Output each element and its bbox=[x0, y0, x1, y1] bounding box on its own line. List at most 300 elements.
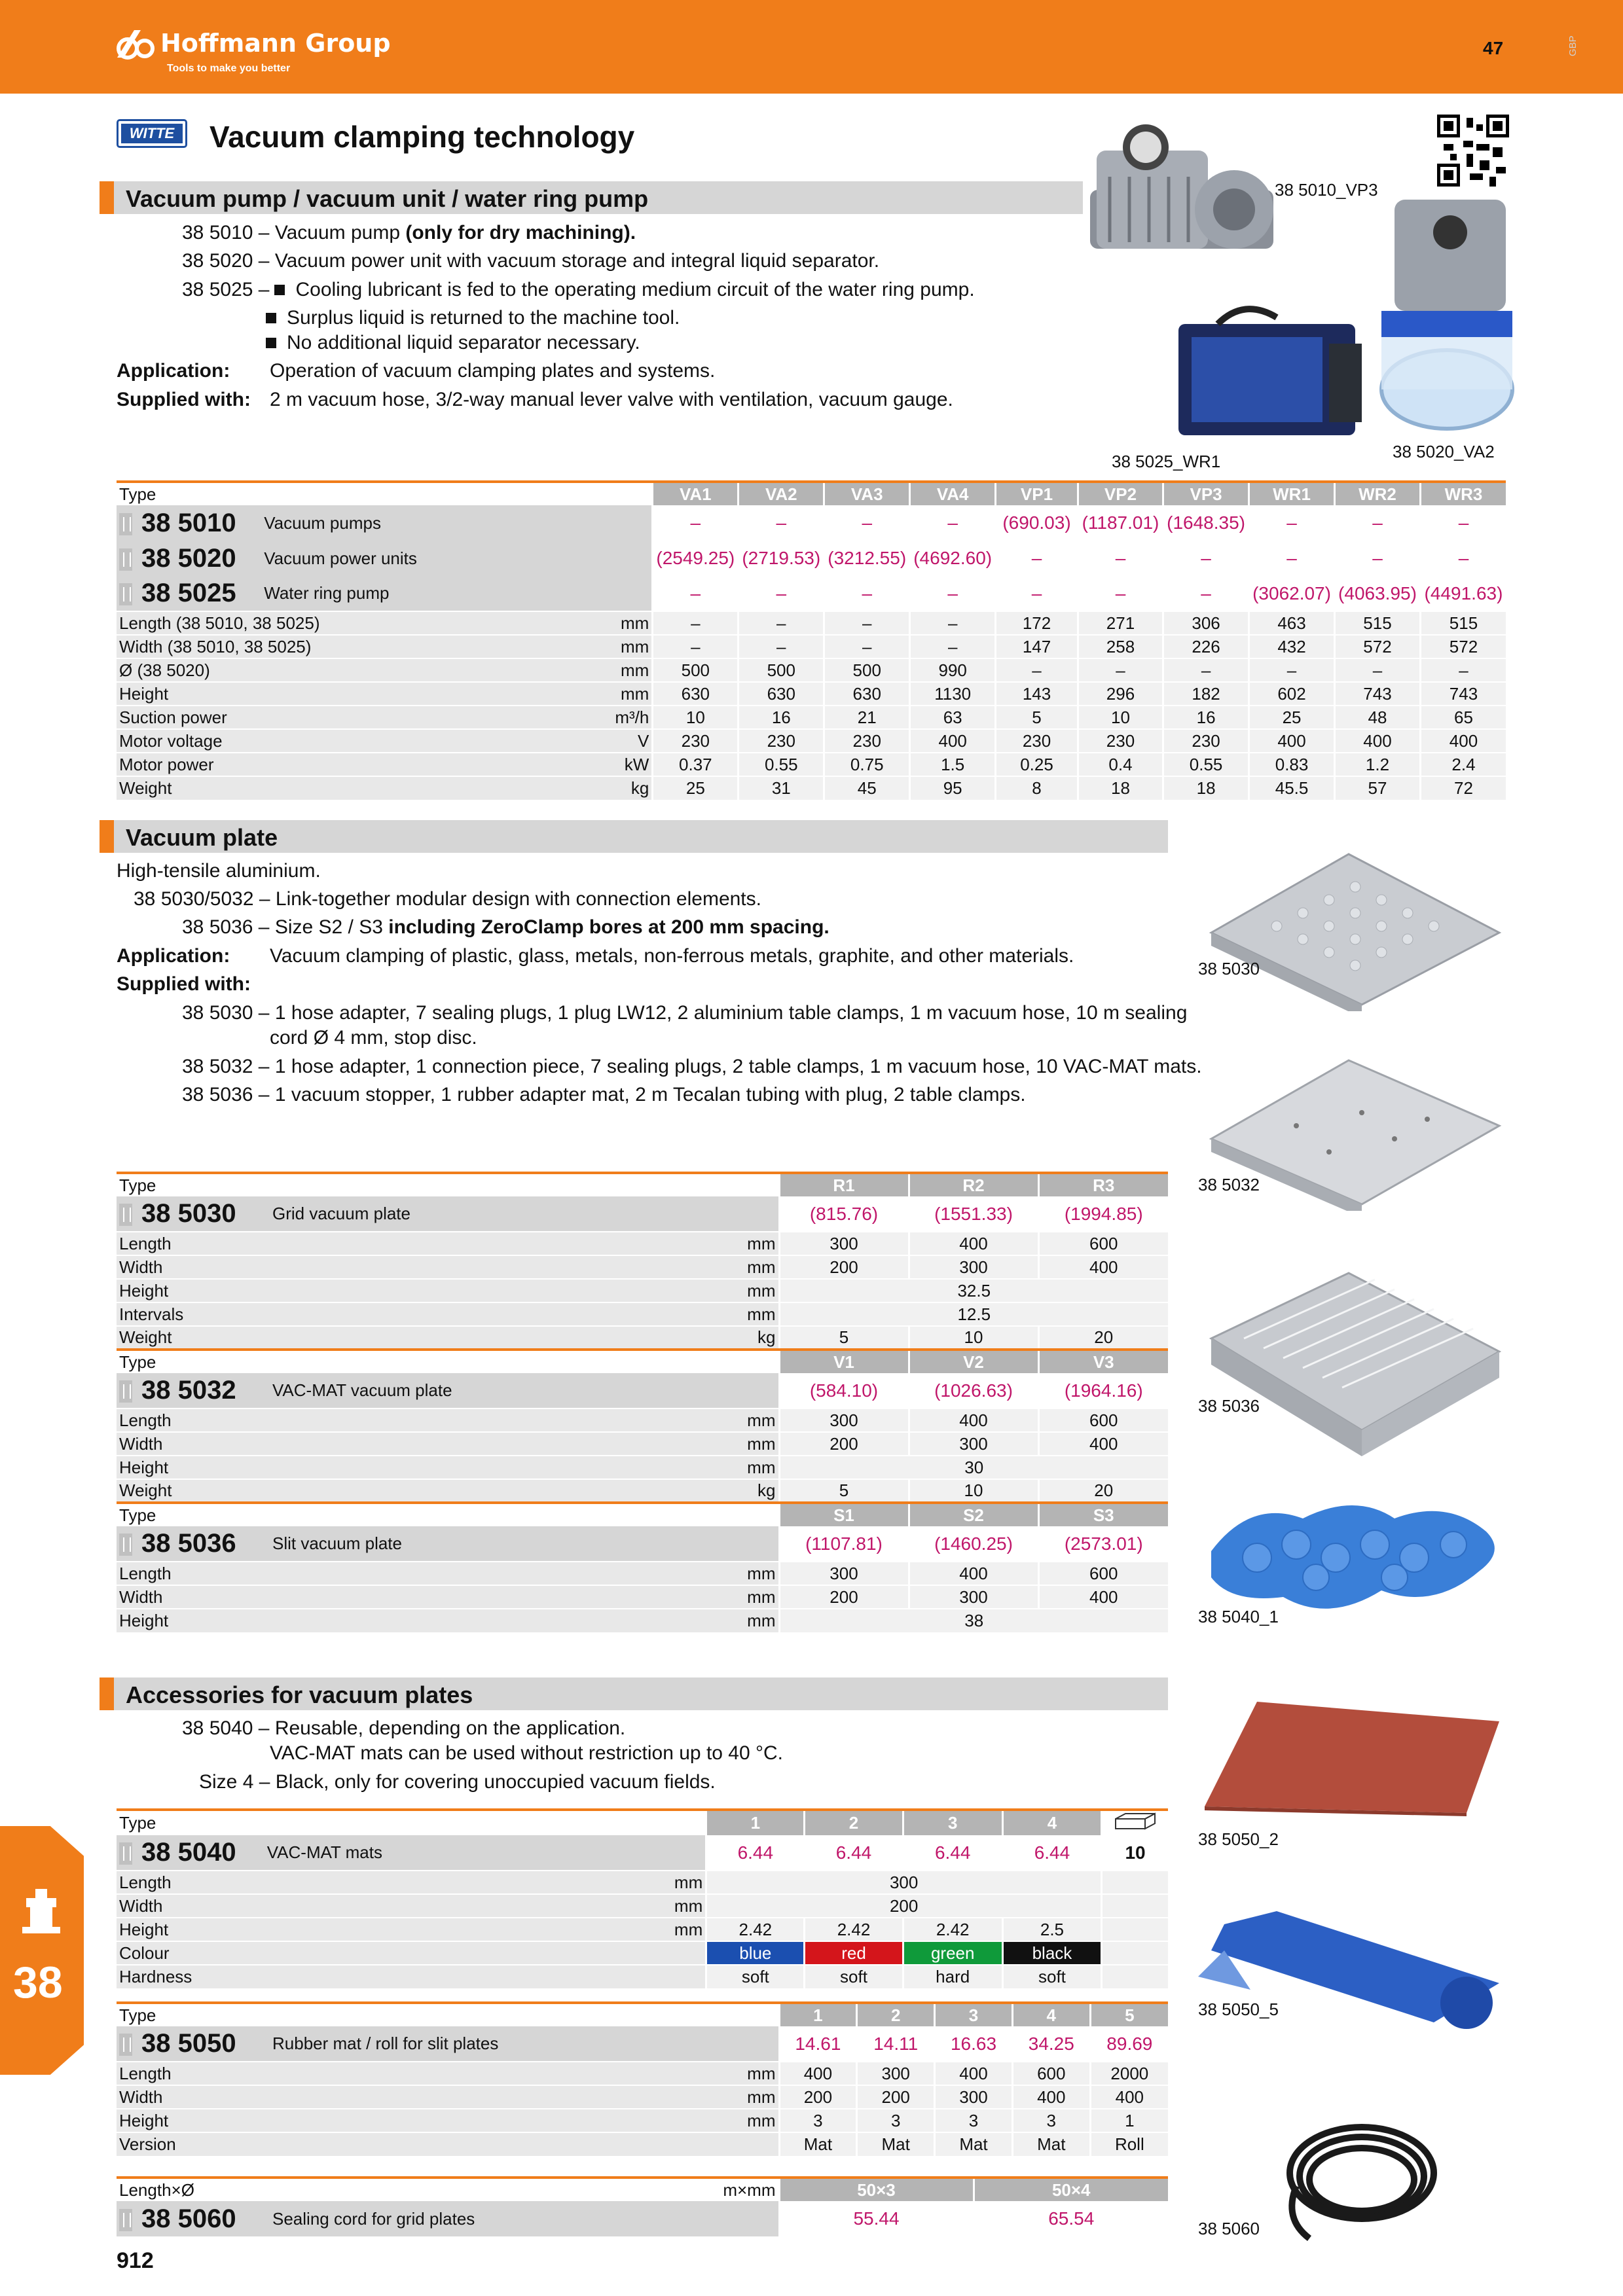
row-label: Height bbox=[117, 1918, 591, 1941]
value-cell: Mat bbox=[1012, 2132, 1090, 2156]
section-bar-accessories bbox=[100, 1677, 1168, 1710]
vacuum-clamp-icon bbox=[20, 1885, 63, 1937]
value-cell: Mat bbox=[857, 2132, 935, 2156]
value-cell: 5 bbox=[779, 1326, 909, 1350]
article-icon bbox=[119, 1534, 132, 1556]
supplied-line: Supplied with: bbox=[117, 973, 251, 995]
type-column-header: WR2 bbox=[1335, 482, 1421, 505]
price-cell: – bbox=[1420, 541, 1506, 576]
price-cell: 6.44 bbox=[805, 1835, 903, 1871]
value-cell: 743 bbox=[1335, 682, 1421, 706]
value-cell: 0.55 bbox=[1163, 753, 1249, 776]
value-cell: 10 bbox=[909, 1479, 1038, 1503]
pumps-table bbox=[117, 480, 1506, 800]
vacuum-plate-table bbox=[117, 1172, 1168, 1632]
value-cell: 0.55 bbox=[739, 753, 824, 776]
value-cell: 20 bbox=[1038, 1479, 1168, 1503]
blank-cell bbox=[1102, 1918, 1168, 1941]
price-cell: – bbox=[1163, 576, 1249, 611]
row-label: Version bbox=[117, 2132, 651, 2156]
desc-line: 38 5025 – Cooling lubricant is fed to the operating medium circuit of the water ring pump. bbox=[182, 279, 975, 300]
value-cell: 572 bbox=[1420, 635, 1506, 658]
image-caption: 38 5025_WR1 bbox=[1112, 452, 1221, 471]
value-cell: – bbox=[653, 611, 739, 635]
row-unit: kg bbox=[651, 1479, 779, 1503]
row-unit bbox=[591, 1941, 706, 1965]
price-cell: – bbox=[653, 505, 739, 541]
article-icon bbox=[119, 583, 132, 605]
table-row bbox=[117, 682, 1506, 706]
merged-value: 200 bbox=[706, 1894, 1102, 1918]
price-cell: (4692.60) bbox=[910, 541, 996, 576]
vacuum-pump-image bbox=[1084, 111, 1280, 265]
product-code bbox=[117, 576, 261, 611]
row-unit: m³/h bbox=[551, 706, 652, 729]
price-cell: – bbox=[1163, 541, 1249, 576]
type-column-header: VP3 bbox=[1163, 482, 1249, 505]
value-cell: 18 bbox=[1163, 776, 1249, 800]
price-cell: – bbox=[996, 541, 1078, 576]
row-unit: mm bbox=[651, 1255, 779, 1279]
table-row bbox=[117, 729, 1506, 753]
row-label: Length bbox=[117, 1871, 591, 1894]
value-cell: 3 bbox=[857, 2109, 935, 2132]
value-cell: 45 bbox=[824, 776, 910, 800]
product-row[interactable] bbox=[117, 1196, 1168, 1232]
price-cell: (4491.63) bbox=[1420, 576, 1506, 611]
row-label: Ø (38 5020) bbox=[117, 658, 551, 682]
image-caption: 38 5060 bbox=[1198, 2219, 1260, 2238]
row-label: Width bbox=[117, 1255, 651, 1279]
value-cell: 200 bbox=[779, 1432, 909, 1456]
supplied-item-cont: cord Ø 4 mm, stop disc. bbox=[270, 1027, 477, 1049]
article-icon bbox=[119, 513, 132, 535]
product-code-text: 38 5036 bbox=[141, 1529, 236, 1558]
value-cell: soft bbox=[706, 1965, 805, 1988]
table-row bbox=[117, 1871, 1168, 1894]
type-label: Length×Ø bbox=[117, 2178, 651, 2201]
value-cell: 2.42 bbox=[903, 1918, 1002, 1941]
value-cell: 10 bbox=[653, 706, 739, 729]
type-label: Type bbox=[117, 2003, 651, 2026]
value-cell: 400 bbox=[1249, 729, 1335, 753]
value-cell: 515 bbox=[1335, 611, 1421, 635]
row-unit: mm bbox=[651, 1562, 779, 1585]
row-unit: mm bbox=[551, 611, 652, 635]
value-cell: 25 bbox=[653, 776, 739, 800]
value-cell: 400 bbox=[909, 1562, 1038, 1585]
price-cell: 14.11 bbox=[857, 2026, 935, 2062]
value-cell: hard bbox=[903, 1965, 1002, 1988]
table-row bbox=[117, 706, 1506, 729]
row-label: Width bbox=[117, 1585, 651, 1609]
value-cell: 31 bbox=[739, 776, 824, 800]
value-cell: 1130 bbox=[910, 682, 996, 706]
value-cell: 400 bbox=[1012, 2085, 1090, 2109]
row-label: Motor voltage bbox=[117, 729, 551, 753]
type-column-header: R1 bbox=[779, 1173, 909, 1196]
water-ring-pump-image bbox=[1165, 298, 1368, 452]
product-row[interactable] bbox=[117, 1835, 1168, 1871]
price-cell: – bbox=[1078, 541, 1163, 576]
price-cell: – bbox=[1420, 505, 1506, 541]
value-cell: 400 bbox=[909, 1232, 1038, 1255]
row-label: Weight bbox=[117, 776, 551, 800]
value-cell: 0.37 bbox=[653, 753, 739, 776]
merged-value: 38 bbox=[779, 1609, 1168, 1632]
value-cell: – bbox=[910, 611, 996, 635]
value-cell: 230 bbox=[653, 729, 739, 753]
price-cell: 89.69 bbox=[1090, 2026, 1168, 2062]
product-row[interactable] bbox=[117, 2201, 1168, 2236]
image-caption: 38 5020_VA2 bbox=[1393, 442, 1495, 461]
brand-tagline: Tools to make you better bbox=[167, 63, 291, 74]
row-label: Height bbox=[117, 682, 551, 706]
table-row bbox=[117, 2062, 1168, 2085]
table-row bbox=[117, 2085, 1168, 2109]
qr-code-icon[interactable] bbox=[1437, 115, 1509, 187]
product-name: VAC-MAT vacuum plate bbox=[270, 1373, 779, 1408]
supplied-item: 38 5032 – 1 hose adapter, 1 connection piece, 7 sealing plugs, 2 table clamps, 1 m vacuum hose, 10 VAC-MAT mats. bbox=[182, 1056, 1202, 1077]
row-label: Height bbox=[117, 1456, 651, 1479]
price-cell: – bbox=[1335, 505, 1421, 541]
value-cell: 400 bbox=[935, 2062, 1013, 2085]
value-cell: 230 bbox=[739, 729, 824, 753]
image-caption: 38 5032 bbox=[1198, 1175, 1260, 1194]
price-cell: – bbox=[739, 505, 824, 541]
colour-cell: red bbox=[805, 1941, 903, 1965]
image-caption: 38 5040_1 bbox=[1198, 1607, 1279, 1626]
price-cell: (1187.01) bbox=[1078, 505, 1163, 541]
table-row bbox=[117, 1302, 1168, 1326]
type-column-header: VP2 bbox=[1078, 482, 1163, 505]
value-cell: 200 bbox=[779, 1585, 909, 1609]
product-row[interactable] bbox=[117, 505, 1506, 541]
value-cell: 572 bbox=[1335, 635, 1421, 658]
value-cell: – bbox=[1420, 658, 1506, 682]
merged-value: 300 bbox=[706, 1871, 1102, 1894]
row-unit: mm bbox=[551, 682, 652, 706]
price-cell: – bbox=[824, 576, 910, 611]
row-unit: mm bbox=[651, 1585, 779, 1609]
value-cell: 600 bbox=[1038, 1562, 1168, 1585]
value-cell: 400 bbox=[1038, 1255, 1168, 1279]
type-header-row bbox=[117, 1503, 1168, 1526]
type-header-row bbox=[117, 1350, 1168, 1373]
value-cell: 143 bbox=[996, 682, 1078, 706]
product-row[interactable] bbox=[117, 1373, 1168, 1408]
product-name: VAC-MAT mats bbox=[264, 1835, 706, 1871]
product-code bbox=[117, 2026, 270, 2062]
price-cell: (1648.35) bbox=[1163, 505, 1249, 541]
package-icon bbox=[1112, 1811, 1158, 1831]
section-title: Accessories for vacuum plates bbox=[126, 1681, 473, 1708]
row-unit: mm bbox=[651, 1302, 779, 1326]
price-cell: – bbox=[1078, 576, 1163, 611]
table-row bbox=[117, 2109, 1168, 2132]
rubber-roll-image bbox=[1198, 1911, 1506, 2042]
product-row[interactable] bbox=[117, 2026, 1168, 2062]
article-icon bbox=[119, 2209, 132, 2231]
value-cell: 172 bbox=[996, 611, 1078, 635]
value-cell: 45.5 bbox=[1249, 776, 1335, 800]
type-column-header: 50×3 bbox=[779, 2178, 974, 2201]
value-cell: 743 bbox=[1420, 682, 1506, 706]
value-cell: 20 bbox=[1038, 1326, 1168, 1350]
table-row bbox=[117, 776, 1506, 800]
price-cell: 6.44 bbox=[706, 1835, 805, 1871]
type-column-header: V3 bbox=[1038, 1350, 1168, 1373]
value-cell: 72 bbox=[1420, 776, 1506, 800]
type-column-header: S1 bbox=[779, 1503, 909, 1526]
product-row[interactable] bbox=[117, 576, 1506, 611]
image-caption: 38 5050_5 bbox=[1198, 2000, 1279, 2019]
value-cell: – bbox=[1335, 658, 1421, 682]
row-unit: mm bbox=[551, 658, 652, 682]
value-cell: 10 bbox=[909, 1326, 1038, 1350]
value-cell: soft bbox=[805, 1965, 903, 1988]
price-cell: (584.10) bbox=[779, 1373, 909, 1408]
rubber-mat-image bbox=[1198, 1695, 1506, 1816]
product-code bbox=[117, 2201, 270, 2236]
price-cell: – bbox=[653, 576, 739, 611]
price-cell: (4063.95) bbox=[1335, 576, 1421, 611]
value-cell: 300 bbox=[909, 1432, 1038, 1456]
product-code-text: 38 5040 bbox=[141, 1838, 236, 1867]
product-name: Slit vacuum plate bbox=[270, 1526, 779, 1562]
row-label: Height bbox=[117, 2109, 651, 2132]
value-cell: 306 bbox=[1163, 611, 1249, 635]
price-cell: 65.54 bbox=[974, 2201, 1168, 2236]
price-cell: (1026.63) bbox=[909, 1373, 1038, 1408]
price-cell: – bbox=[996, 576, 1078, 611]
value-cell: 602 bbox=[1249, 682, 1335, 706]
type-column-header: 2 bbox=[857, 2003, 935, 2026]
page-number: 912 bbox=[117, 2248, 154, 2273]
product-code-text: 38 5060 bbox=[141, 2204, 236, 2233]
value-cell: 300 bbox=[857, 2062, 935, 2085]
section-title: Vacuum pump / vacuum unit / water ring pump bbox=[126, 185, 649, 212]
type-header-row bbox=[117, 2178, 1168, 2201]
value-cell: 5 bbox=[996, 706, 1078, 729]
desc-line: 38 5010 – Vacuum pump (only for dry machining). bbox=[182, 222, 636, 243]
value-cell: 200 bbox=[779, 2085, 857, 2109]
row-label: Length bbox=[117, 2062, 651, 2085]
value-cell: 630 bbox=[653, 682, 739, 706]
article-icon bbox=[119, 1842, 132, 1865]
price-cell: (2573.01) bbox=[1038, 1526, 1168, 1562]
product-code-text: 38 5025 bbox=[141, 579, 236, 607]
table-row bbox=[117, 1918, 1168, 1941]
unit-label bbox=[591, 1810, 706, 1835]
row-unit: mm bbox=[591, 1918, 706, 1941]
type-label: Type bbox=[117, 1503, 651, 1526]
article-icon bbox=[119, 2034, 132, 2056]
row-unit: mm bbox=[651, 1456, 779, 1479]
value-cell: 500 bbox=[739, 658, 824, 682]
type-column-header: VA4 bbox=[910, 482, 996, 505]
table-row bbox=[117, 611, 1506, 635]
row-unit bbox=[591, 1965, 706, 1988]
value-cell: 5 bbox=[779, 1479, 909, 1503]
value-cell: 296 bbox=[1078, 682, 1163, 706]
value-cell: – bbox=[739, 611, 824, 635]
desc-line: 38 5036 – Size S2 / S3 including ZeroClamp bores at 200 mm spacing. bbox=[182, 916, 830, 938]
blank-cell bbox=[1102, 1941, 1168, 1965]
article-icon bbox=[119, 1380, 132, 1403]
row-unit: mm bbox=[651, 2062, 779, 2085]
value-cell: 271 bbox=[1078, 611, 1163, 635]
type-column-header: VA3 bbox=[824, 482, 910, 505]
row-unit: V bbox=[551, 729, 652, 753]
value-cell: 400 bbox=[1038, 1585, 1168, 1609]
section-bar-pumps bbox=[100, 181, 1083, 214]
type-column-header: 1 bbox=[706, 1810, 805, 1835]
type-column-header: VA1 bbox=[653, 482, 739, 505]
value-cell: 300 bbox=[935, 2085, 1013, 2109]
value-cell: 230 bbox=[1163, 729, 1249, 753]
table-row bbox=[117, 1279, 1168, 1302]
price-cell: (2719.53) bbox=[739, 541, 824, 576]
value-cell: 2000 bbox=[1090, 2062, 1168, 2085]
row-unit: mm bbox=[651, 1408, 779, 1432]
value-cell: 600 bbox=[1012, 2062, 1090, 2085]
vacuum-power-unit-image bbox=[1368, 193, 1525, 435]
row-label: Height bbox=[117, 1609, 651, 1632]
price-cell: – bbox=[824, 505, 910, 541]
price-cell: (1551.33) bbox=[909, 1196, 1038, 1232]
region-code: GBP bbox=[1567, 35, 1578, 56]
value-cell: Mat bbox=[779, 2132, 857, 2156]
colour-cell: blue bbox=[706, 1941, 805, 1965]
value-cell: – bbox=[1078, 658, 1163, 682]
price-cell: (3062.07) bbox=[1249, 576, 1335, 611]
price-cell: (1460.25) bbox=[909, 1526, 1038, 1562]
value-cell: 2.4 bbox=[1420, 753, 1506, 776]
type-column-header: 5 bbox=[1090, 2003, 1168, 2026]
product-name: Vacuum pumps bbox=[261, 505, 653, 541]
table-row bbox=[117, 1326, 1168, 1350]
value-cell: 990 bbox=[910, 658, 996, 682]
desc-line: Size 4 – Black, only for covering unoccupied vacuum fields. bbox=[199, 1771, 716, 1793]
product-name: Rubber mat / roll for slit plates bbox=[270, 2026, 779, 2062]
table-row bbox=[117, 658, 1506, 682]
value-cell: 65 bbox=[1420, 706, 1506, 729]
value-cell: 300 bbox=[779, 1408, 909, 1432]
price-cell: 6.44 bbox=[1002, 1835, 1101, 1871]
product-name: Grid vacuum plate bbox=[270, 1196, 779, 1232]
table-row bbox=[117, 1609, 1168, 1632]
value-cell: – bbox=[824, 635, 910, 658]
merged-value: 12.5 bbox=[779, 1302, 1168, 1326]
value-cell: 300 bbox=[779, 1562, 909, 1585]
value-cell: 16 bbox=[1163, 706, 1249, 729]
product-code bbox=[117, 1526, 270, 1562]
pack-quantity: 10 bbox=[1102, 1835, 1168, 1871]
image-caption: 38 5010_VP3 bbox=[1275, 180, 1378, 200]
image-caption: 38 5030 bbox=[1198, 959, 1260, 978]
table-row bbox=[117, 753, 1506, 776]
price-cell: (1994.85) bbox=[1038, 1196, 1168, 1232]
row-unit: mm bbox=[651, 1232, 779, 1255]
row-label: Length bbox=[117, 1408, 651, 1432]
product-name: Sealing cord for grid plates bbox=[270, 2201, 779, 2236]
row-unit: kg bbox=[651, 1326, 779, 1350]
page-header bbox=[0, 0, 1623, 94]
price-cell: 6.44 bbox=[903, 1835, 1002, 1871]
product-code bbox=[117, 1373, 270, 1408]
value-cell: 630 bbox=[739, 682, 824, 706]
type-label: Type bbox=[117, 1173, 651, 1196]
product-row[interactable] bbox=[117, 541, 1506, 576]
price-cell: 14.61 bbox=[779, 2026, 857, 2062]
row-label: Length bbox=[117, 1232, 651, 1255]
value-cell: soft bbox=[1002, 1965, 1101, 1988]
application-text: Operation of vacuum clamping plates and systems. bbox=[270, 360, 716, 382]
image-caption: 38 5036 bbox=[1198, 1396, 1260, 1416]
price-cell: – bbox=[1249, 541, 1335, 576]
value-cell: 95 bbox=[910, 776, 996, 800]
row-unit: mm bbox=[551, 635, 652, 658]
type-column-header: 4 bbox=[1002, 1810, 1101, 1835]
price-cell: (1964.16) bbox=[1038, 1373, 1168, 1408]
value-cell: 182 bbox=[1163, 682, 1249, 706]
row-unit: mm bbox=[651, 1609, 779, 1632]
price-cell: 34.25 bbox=[1012, 2026, 1090, 2062]
product-name: Water ring pump bbox=[261, 576, 653, 611]
row-label: Weight bbox=[117, 1479, 651, 1503]
section-bar-vacuum-plate bbox=[100, 820, 1168, 853]
merged-value: 32.5 bbox=[779, 1279, 1168, 1302]
chapter-number: 38 bbox=[13, 1958, 63, 2007]
value-cell: 2.42 bbox=[805, 1918, 903, 1941]
type-header-row bbox=[117, 1810, 1168, 1835]
application-line: Application: bbox=[117, 360, 230, 382]
row-unit: mm bbox=[651, 2109, 779, 2132]
type-column-header: S2 bbox=[909, 1503, 1038, 1526]
value-cell: 200 bbox=[779, 1255, 909, 1279]
product-name: Vacuum power units bbox=[261, 541, 653, 576]
unit-label bbox=[651, 1503, 779, 1526]
price-cell: 16.63 bbox=[935, 2026, 1013, 2062]
value-cell: – bbox=[910, 635, 996, 658]
value-cell: 300 bbox=[909, 1255, 1038, 1279]
table-row bbox=[117, 1432, 1168, 1456]
value-cell: 3 bbox=[779, 2109, 857, 2132]
value-cell: 0.25 bbox=[996, 753, 1078, 776]
row-label: Width (38 5010, 38 5025) bbox=[117, 635, 551, 658]
value-cell: 230 bbox=[1078, 729, 1163, 753]
row-label: Colour bbox=[117, 1941, 591, 1965]
value-cell: 500 bbox=[653, 658, 739, 682]
price-cell: (690.03) bbox=[996, 505, 1078, 541]
row-unit: mm bbox=[651, 1432, 779, 1456]
value-cell: 200 bbox=[857, 2085, 935, 2109]
price-cell: – bbox=[1335, 541, 1421, 576]
value-cell: 48 bbox=[1335, 706, 1421, 729]
desc-line: 38 5020 – Vacuum power unit with vacuum storage and integral liquid separator. bbox=[182, 250, 880, 272]
type-column-header: 50×4 bbox=[974, 2178, 1168, 2201]
product-row[interactable] bbox=[117, 1526, 1168, 1562]
value-cell: – bbox=[653, 635, 739, 658]
desc-line: Surplus liquid is returned to the machine tool. bbox=[261, 306, 680, 330]
chapter-tab[interactable] bbox=[0, 1826, 84, 2075]
value-cell: – bbox=[739, 635, 824, 658]
value-cell: 400 bbox=[909, 1408, 1038, 1432]
sealing-cord-table bbox=[117, 2176, 1168, 2236]
table-row bbox=[117, 1479, 1168, 1503]
type-label: Type bbox=[117, 482, 551, 505]
